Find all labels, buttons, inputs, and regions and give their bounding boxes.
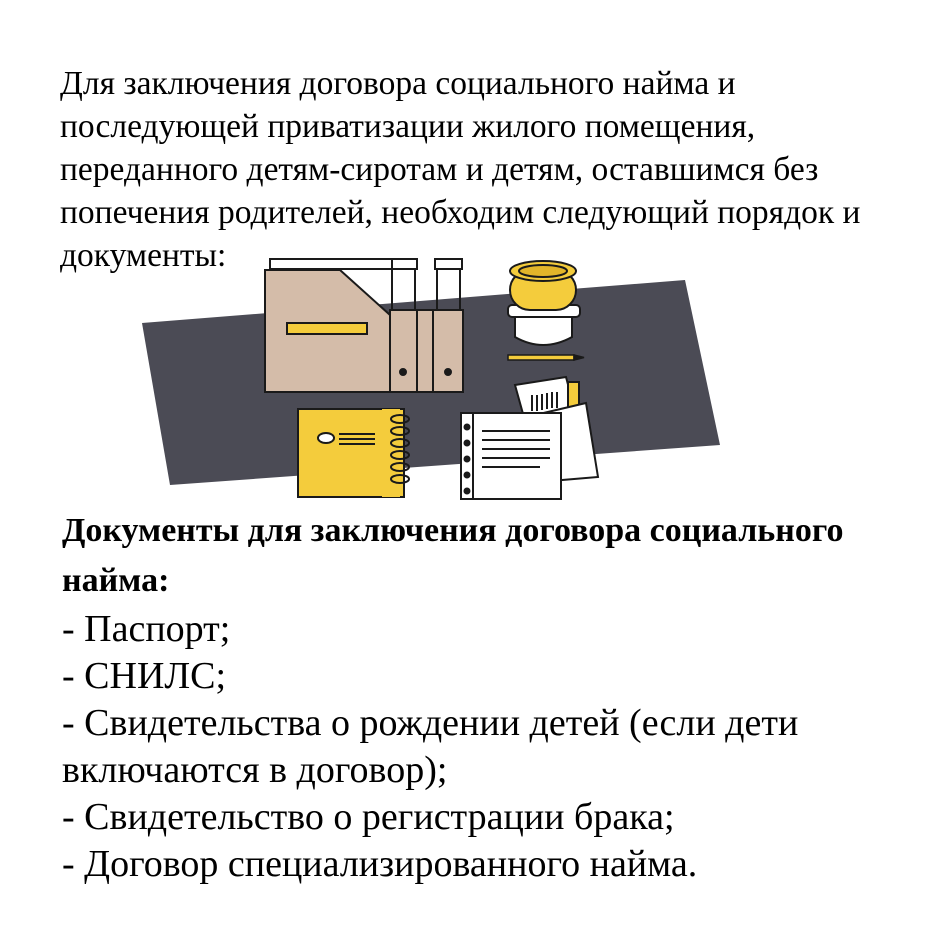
magazine-file-icon [265,259,404,392]
list-item: - Паспорт; [62,608,231,650]
spiral-notebook-icon [298,409,409,497]
list-item: - Свидетельство о регистрации брака; [62,796,675,838]
stamp-icon [508,261,580,345]
intro-paragraph: Для заключения договора социального найма и последующей приватизации жилого помещения, переданного детям-сиротам и детям, оставшимся без попечения родителей, необходим следующий порядок и документы: [60,65,861,274]
list-item: - Свидетельства о рождении детей (если дети включаются в договор); [62,702,799,791]
binder-icon [433,259,463,392]
office-documents-illustration [130,245,740,513]
documents-section [62,506,912,888]
documents-list [62,606,912,888]
sheet-protector-icon [461,413,561,499]
binder-icon [390,259,417,392]
list-item: - Договор специализированного найма. [62,843,698,885]
binder-icon [417,310,433,392]
list-item: - СНИЛС; [62,655,227,697]
documents-heading: Документы для заключения договора социального найма: [62,512,844,599]
pen-icon [508,355,584,360]
